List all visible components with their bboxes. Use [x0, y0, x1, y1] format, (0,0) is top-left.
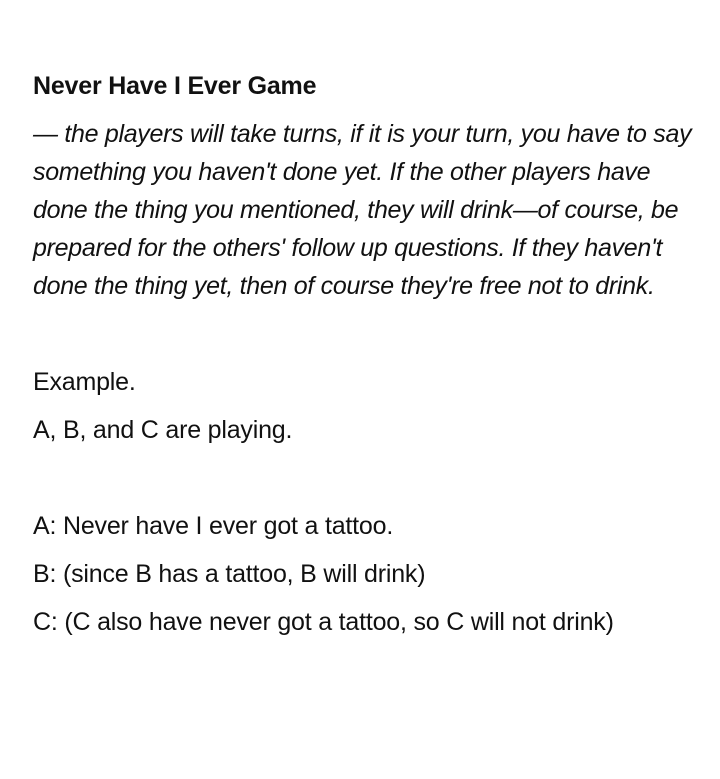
spacer — [33, 449, 693, 507]
example-heading: Example. — [33, 368, 136, 396]
spacer — [33, 401, 693, 411]
document-body — [33, 68, 693, 641]
spacer — [33, 593, 693, 603]
dialogue-line-b: B: (since B has a tattoo, B will drink) — [33, 560, 426, 588]
spacer — [33, 305, 693, 363]
dialogue-line-c: C: (C also have never got a tattoo, so C will not drink) — [33, 608, 614, 636]
example-intro: A, B, and C are playing. — [33, 416, 293, 444]
document-title: Never Have I Ever Game — [33, 72, 317, 100]
game-description: — the players will take turns, if it is your turn, you have to say something you haven't done yet. If the other players have done the thing you mentioned, they will drink—of course, be prepared for the others' follow up questions. If they haven't done the thing yet, then of course they're free not to drink. — [33, 120, 692, 300]
spacer — [33, 545, 693, 555]
dialogue-line-a: A: Never have I ever got a tattoo. — [33, 512, 394, 540]
